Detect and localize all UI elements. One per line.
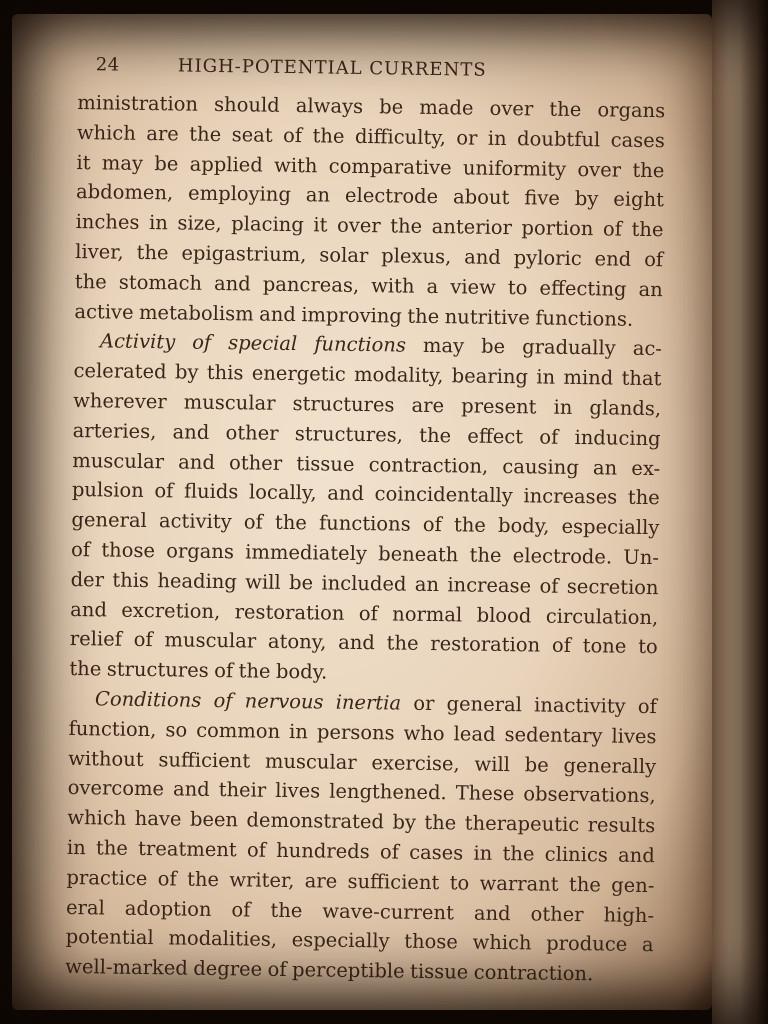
word: in xyxy=(148,211,169,235)
word: functions xyxy=(318,511,411,536)
italic-word: Activity xyxy=(99,329,176,354)
word: stomach xyxy=(118,270,203,295)
word: improving xyxy=(301,302,403,328)
word: and xyxy=(259,302,297,326)
word: size, xyxy=(177,211,222,236)
word: by xyxy=(392,810,417,834)
word: effecting xyxy=(539,276,627,301)
word: and xyxy=(617,843,655,868)
word: mind xyxy=(563,365,614,390)
word: active xyxy=(74,299,134,324)
word: muscular xyxy=(72,448,165,473)
word: muscular xyxy=(164,628,257,653)
word: this xyxy=(112,568,150,592)
word: which xyxy=(67,806,127,830)
word: of xyxy=(154,479,174,503)
word: tone xyxy=(582,634,627,659)
word: over xyxy=(336,213,381,238)
word: inches xyxy=(75,210,140,235)
word: metabolism xyxy=(138,300,254,326)
word: coincidentally xyxy=(374,482,513,508)
word: of xyxy=(243,510,263,534)
word: locally, xyxy=(248,480,317,505)
word: of xyxy=(539,574,559,598)
word: secretion xyxy=(566,574,659,599)
body-text xyxy=(65,88,665,990)
word: applied xyxy=(189,152,263,177)
word: the xyxy=(469,543,502,567)
word: in xyxy=(66,835,86,860)
word: employing xyxy=(187,181,292,207)
word: the xyxy=(270,898,303,922)
word: functions. xyxy=(535,305,634,331)
word: organs xyxy=(166,539,235,564)
word: so xyxy=(165,718,188,742)
word: relief xyxy=(69,627,123,652)
word: clinics xyxy=(544,842,609,867)
italic-word: nervous xyxy=(244,689,324,714)
word: muscular xyxy=(183,390,276,415)
italic-word: special xyxy=(228,331,298,356)
word: over xyxy=(489,96,534,121)
word: lives xyxy=(275,779,321,803)
word: the xyxy=(238,659,271,683)
italic-word: of xyxy=(213,688,233,713)
word: nutritive xyxy=(444,304,531,329)
word: celerated xyxy=(73,359,167,384)
italic-word: inertia xyxy=(335,690,402,715)
word: their xyxy=(218,778,267,803)
word: about xyxy=(452,185,510,210)
word: ac- xyxy=(632,337,663,361)
word: the xyxy=(424,811,457,835)
word: portion xyxy=(521,216,594,241)
word: plexus, xyxy=(381,244,452,269)
word: included xyxy=(321,571,407,596)
word: pulsion xyxy=(71,478,144,503)
text-block xyxy=(65,54,666,990)
word: high- xyxy=(603,902,655,927)
word: the xyxy=(186,867,220,891)
word: an xyxy=(414,572,440,596)
word: muscular xyxy=(264,749,357,774)
word: energetic xyxy=(251,361,346,386)
word: overcome xyxy=(67,776,165,801)
word: view xyxy=(450,275,496,299)
word: especially xyxy=(291,928,390,953)
word: in xyxy=(536,365,556,389)
word: exercise, xyxy=(371,750,460,775)
word: anterior xyxy=(431,215,513,240)
word: tissue xyxy=(409,959,469,984)
word: electrode xyxy=(344,184,439,209)
word: sedentary xyxy=(504,722,603,748)
word: over xyxy=(577,157,622,182)
word: present xyxy=(461,394,537,419)
word: common xyxy=(196,718,281,743)
word: blood xyxy=(476,603,532,627)
word: and xyxy=(172,420,210,444)
word: increase xyxy=(447,572,532,598)
word: and xyxy=(172,777,210,802)
page-gutter xyxy=(712,0,768,1024)
word: uniformity xyxy=(462,155,567,181)
word: this xyxy=(206,361,244,385)
word: generally xyxy=(563,753,657,778)
word: the xyxy=(136,240,169,265)
word: glands, xyxy=(589,396,662,421)
word: been xyxy=(189,807,239,832)
word: or xyxy=(456,126,478,150)
word: hundreds xyxy=(276,838,370,864)
word: heading xyxy=(157,568,238,594)
word: lengthened. xyxy=(329,779,447,805)
word: difficulty, xyxy=(354,124,447,149)
word: normal xyxy=(392,601,463,626)
word: the xyxy=(631,217,664,242)
word: the xyxy=(632,158,665,182)
word: without xyxy=(68,746,144,771)
word: of xyxy=(267,957,287,982)
word: and xyxy=(213,271,251,296)
word: of xyxy=(422,513,442,537)
word: that xyxy=(621,366,662,391)
word: of xyxy=(282,123,303,147)
word: an xyxy=(305,183,331,207)
italic-word: Conditions xyxy=(94,687,202,712)
word: an xyxy=(638,277,663,301)
word: end xyxy=(594,247,632,271)
word: perceptible xyxy=(291,958,405,983)
word: cases xyxy=(610,128,665,152)
word: ministration xyxy=(77,90,199,116)
word: effect xyxy=(467,424,524,449)
word: sufficient xyxy=(347,869,440,894)
word: der xyxy=(70,567,105,592)
word: of xyxy=(246,838,267,862)
word: general xyxy=(71,508,147,533)
word: a xyxy=(641,933,654,957)
word: five xyxy=(524,186,561,211)
word: wherever xyxy=(73,388,167,414)
word: other xyxy=(228,450,283,475)
word: gen- xyxy=(611,873,655,897)
word: writer, xyxy=(229,867,295,892)
word: of xyxy=(637,694,658,719)
word: structures, xyxy=(294,421,404,447)
word: the xyxy=(74,269,107,294)
word: well-marked xyxy=(65,955,188,980)
word: the xyxy=(568,872,602,897)
word: cases xyxy=(409,840,464,865)
word: modality, xyxy=(353,363,444,388)
word: placing xyxy=(231,212,304,237)
word: and xyxy=(70,597,108,622)
word: be xyxy=(288,570,314,595)
word: the xyxy=(274,510,308,535)
word: of xyxy=(70,537,91,562)
word: of xyxy=(602,217,623,241)
word: and xyxy=(178,450,216,474)
word: in xyxy=(487,126,507,150)
word: have xyxy=(134,806,182,831)
word: may xyxy=(101,150,144,175)
word: the xyxy=(189,122,222,146)
word: be xyxy=(524,752,549,777)
word: the xyxy=(390,214,423,239)
word: with xyxy=(371,273,415,298)
word: produce xyxy=(546,931,628,957)
word: and xyxy=(338,631,376,655)
word: modalities, xyxy=(168,926,278,952)
word: to xyxy=(638,635,658,659)
word: which xyxy=(76,120,137,145)
word: be xyxy=(480,335,506,359)
word: a xyxy=(426,274,439,298)
word: by xyxy=(574,187,599,211)
word: by xyxy=(174,360,199,384)
word: in xyxy=(473,841,493,865)
word: contraction, xyxy=(368,452,489,478)
word: results xyxy=(587,813,656,838)
word: pyloric xyxy=(513,246,582,271)
word: demonstrated xyxy=(246,808,385,834)
word: be xyxy=(154,151,179,176)
word: Un- xyxy=(623,545,660,570)
word: causing xyxy=(502,454,579,479)
word: of xyxy=(157,866,177,891)
word: to xyxy=(449,870,470,895)
word: eight xyxy=(613,187,665,212)
word: in xyxy=(553,395,573,419)
word: inducing xyxy=(574,425,661,450)
word: adoption xyxy=(124,896,212,921)
word: doubtful xyxy=(516,126,601,152)
word: pancreas, xyxy=(262,272,360,297)
word: those xyxy=(101,538,156,563)
word: atony, xyxy=(267,630,327,654)
italic-word: of xyxy=(192,330,212,355)
word: the xyxy=(386,631,419,656)
word: circulation, xyxy=(545,604,659,629)
word: of xyxy=(231,897,251,922)
word: function, xyxy=(68,716,157,741)
word: should xyxy=(213,92,280,117)
word: in xyxy=(288,719,309,744)
word: restoration xyxy=(234,599,345,625)
word: practice xyxy=(66,865,148,890)
word: general xyxy=(446,692,523,717)
word: activity xyxy=(158,509,232,534)
word: the xyxy=(627,486,660,510)
word: body, xyxy=(497,514,550,538)
word: the xyxy=(419,423,452,448)
word: and xyxy=(464,245,502,269)
word: sufficient xyxy=(158,747,251,773)
word: lead xyxy=(453,722,496,746)
word: structures xyxy=(106,657,209,683)
word: the xyxy=(407,304,440,328)
word: especially xyxy=(561,514,660,540)
word: lives xyxy=(611,724,657,748)
word: gradually xyxy=(522,335,616,360)
word: ex- xyxy=(631,456,661,480)
word: other xyxy=(225,420,279,445)
word: to xyxy=(507,275,528,300)
word: observations, xyxy=(523,782,656,808)
word: abdomen, xyxy=(75,180,174,205)
word: persons xyxy=(316,720,395,745)
word: are xyxy=(304,868,338,893)
word: which xyxy=(472,930,532,955)
word: organs xyxy=(597,98,666,123)
word: it xyxy=(313,213,328,237)
word: solar xyxy=(319,243,369,268)
word: treatment xyxy=(137,836,237,862)
word: and xyxy=(473,901,511,925)
word: the xyxy=(453,513,487,537)
word: of xyxy=(539,425,559,449)
word: degree xyxy=(193,956,263,981)
word: liver, xyxy=(75,239,124,264)
word: fluids xyxy=(183,479,239,504)
word: bearing xyxy=(451,364,529,389)
word: of xyxy=(133,628,153,652)
word: electrode. xyxy=(512,544,613,569)
italic-word: functions xyxy=(314,332,407,357)
word: of xyxy=(551,634,572,658)
word: warrant xyxy=(479,871,559,896)
word: restoration xyxy=(430,632,541,657)
word: of xyxy=(643,247,664,272)
word: be xyxy=(379,95,404,119)
word: of xyxy=(214,659,234,683)
word: structures xyxy=(292,392,395,417)
word: eral xyxy=(65,895,105,919)
word: of xyxy=(358,601,378,625)
word: therapeutic xyxy=(464,811,580,837)
word: will xyxy=(474,752,511,776)
word: are xyxy=(411,393,445,418)
word: seat xyxy=(231,122,273,147)
word: tissue xyxy=(296,451,355,476)
word: potential xyxy=(65,925,154,950)
word: other xyxy=(530,901,584,926)
word: and xyxy=(327,481,365,506)
word: who xyxy=(403,721,445,745)
word: with xyxy=(273,153,318,177)
word: contraction. xyxy=(473,960,594,986)
word: arteries, xyxy=(72,418,157,443)
word: These xyxy=(455,781,515,806)
word: or xyxy=(413,691,435,715)
word: beneath xyxy=(378,542,459,567)
word: the xyxy=(502,841,535,866)
word: an xyxy=(592,455,618,480)
word: the xyxy=(95,836,129,860)
word: body. xyxy=(275,659,328,684)
running-title: HIGH-POTENTIAL CURRENTS xyxy=(177,55,487,81)
word: increases xyxy=(523,484,618,509)
word: immediately xyxy=(245,540,368,566)
word: will xyxy=(245,570,281,594)
word: wave-current xyxy=(322,899,455,924)
word: comparative xyxy=(328,154,452,179)
word: epigastrium, xyxy=(181,241,307,267)
word: always xyxy=(295,94,364,118)
word: it xyxy=(76,150,91,174)
word: excretion, xyxy=(121,598,221,623)
word: of xyxy=(379,840,400,864)
word: may xyxy=(422,334,465,358)
word: the xyxy=(549,97,582,122)
word: made xyxy=(419,95,474,120)
word: the xyxy=(312,124,345,148)
word: are xyxy=(146,121,179,146)
word: those xyxy=(404,929,459,954)
word: the xyxy=(69,657,102,681)
word: inactivity xyxy=(533,693,626,718)
page-number: 24 xyxy=(95,54,120,76)
